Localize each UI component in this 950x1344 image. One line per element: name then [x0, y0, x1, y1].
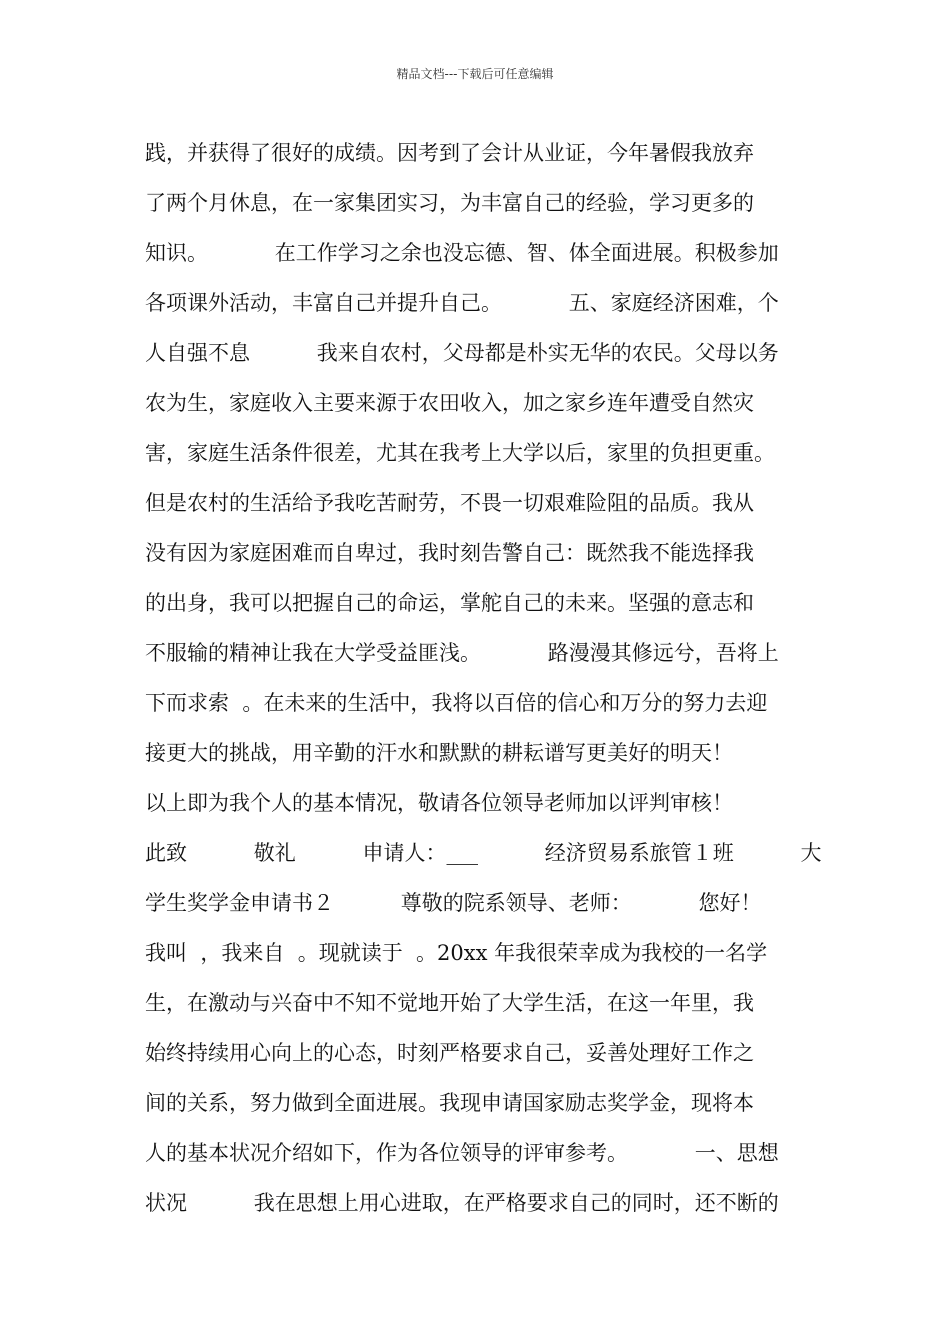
- text-line: 生，在激动与兴奋中不知不觉地开始了大学生活，在这一年里，我: [145, 991, 754, 1015]
- text-line: 人的基本状况介绍如下，作为各位领导的评审参考。 一、思想: [145, 1141, 779, 1165]
- text-line: 始终持续用心向上的心态，时刻严格要求自己，妥善处理好工作之: [145, 1041, 754, 1065]
- text-line: 下而求索 。在未来的生活中，我将以百倍的信心和万分的努力去迎: [145, 691, 768, 715]
- text-line: 不服输的精神让我在大学受益匪浅。 路漫漫其修远兮，吾将上: [145, 641, 779, 665]
- text-line: 践，并获得了很好的成绩。因考到了会计从业证，今年暑假我放弃: [145, 141, 754, 165]
- text-line: 了两个月休息，在一家集团实习，为丰富自己的经验，学习更多的: [145, 191, 754, 215]
- text-line: 知识。 在工作学习之余也没忘德、智、体全面进展。积极参加: [145, 241, 779, 265]
- text-line: 以上即为我个人的基本情况，敬请各位领导老师加以评判审核！: [145, 791, 733, 815]
- text-line: 接更大的挑战，用辛勤的汗水和默默的耕耘谱写更美好的明天！: [145, 741, 733, 765]
- text-line: 此致 敬礼 申请人：___ 经济贸易系旅管１班 大: [145, 841, 822, 865]
- text-line: 学生奖学金申请书２ 尊敬的院系领导、老师： 您好！: [145, 891, 762, 915]
- page-header: 精品文档---下载后可任意编辑: [396, 67, 554, 81]
- text-line: 间的关系，努力做到全面进展。我现申请国家励志奖学金，现将本: [145, 1091, 754, 1115]
- text-line: 人自强不息 我来自农村，父母都是朴实无华的农民。父母以务: [145, 341, 779, 365]
- text-line: 但是农村的生活给予我吃苦耐劳，不畏一切艰难险阻的品质。我从: [145, 491, 754, 515]
- text-line: 各项课外活动，丰富自己并提升自己。 五、家庭经济困难，个: [145, 291, 779, 315]
- text-line: 的出身，我可以把握自己的命运，掌舵自己的未来。坚强的意志和: [145, 591, 754, 615]
- text-line: 害，家庭生活条件很差，尤其在我考上大学以后，家里的负担更重。: [145, 441, 775, 465]
- text-line: 状况 我在思想上用心进取，在严格要求自己的同时，还不断的: [145, 1191, 779, 1215]
- text-line: 农为生，家庭收入主要来源于农田收入，加之家乡连年遭受自然灾: [145, 391, 754, 415]
- text-line: 我叫 ，我来自 。现就读于 。20xx 年我很荣幸成为我校的一名学: [145, 941, 768, 965]
- text-line: 没有因为家庭困难而自卑过，我时刻告警自己：既然我不能选择我: [145, 541, 754, 565]
- document-body: [145, 128, 825, 1228]
